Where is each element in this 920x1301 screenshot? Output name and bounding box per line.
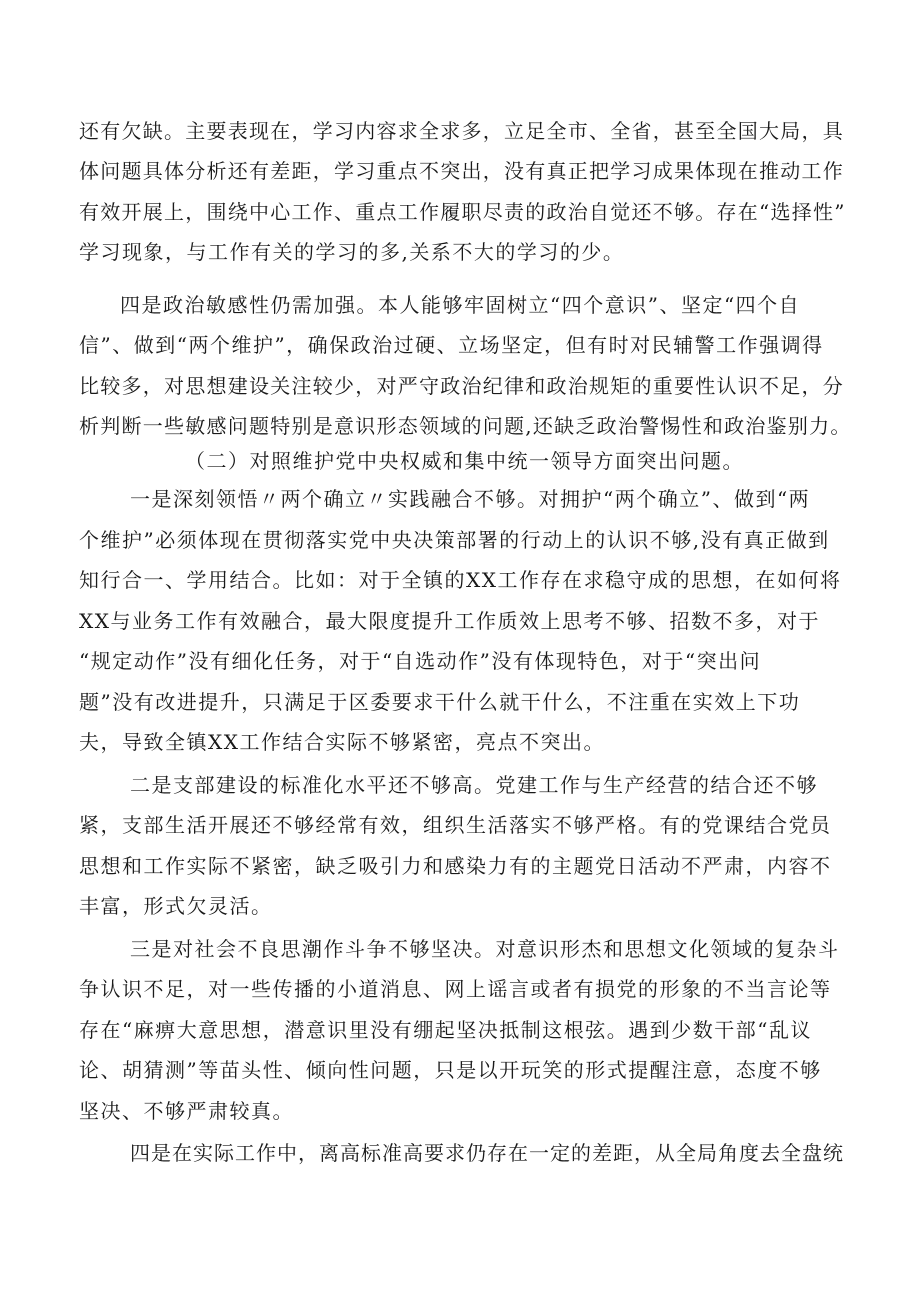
text-line: 争认识不足，对一些传播的小道消息、网上谣言或者有损党的形象的不当言论等 [79, 977, 832, 1001]
text-line: 知行合一、学用结合。比如：对于全镇的XX工作存在求稳守成的思想，在如何将 [79, 568, 842, 592]
text-line: 题”没有改进提升，只满足于区委要求干什么就干什么，不注重在实效上下功 [79, 690, 801, 714]
text-line: 论、胡猜测”等苗头性、倾向性问题，只是以开玩笑的形式提醒注意，态度不够 [79, 1058, 822, 1082]
text-line: “规定动作”没有细化任务，对于“自选动作”没有体现特色，对于“突出问 [79, 649, 762, 673]
text-line: 还有欠缺。主要表现在，学习内容求全求多，立足全市、全省，甚至全国大局，具 [79, 119, 844, 143]
text-line: 信”、做到“两个维护”，确保政治过硬、立场坚定，但有时对民辅警工作强调得 [79, 333, 824, 357]
text-line: 一是深刻领悟〃两个确立〃实践融合不够。对拥护“两个确立”、做到“两 [130, 487, 811, 511]
text-line: 三是对社会不良思潮作斗争不够坚决。对意识形杰和思想文化领域的复杂斗 [130, 937, 840, 961]
text-line: 紧，支部生活开展还不够经常有效，组织生活落实不够严格。有的党课结合党员 [79, 813, 832, 837]
text-line: 存在“麻痹大意思想，潜意识里没有绷起坚决抵制这根弦。遇到少数干部“乱议 [79, 1018, 812, 1042]
text-line: 四是在实际工作中，离高标准高要求仍存在一定的差距，从全局角度去全盘统 [130, 1141, 844, 1165]
text-line: 丰富，形式欠灵活。 [79, 894, 273, 918]
text-line: 个维护”必须体现在贯彻落实党中央决策部署的行动上的认识不够,没有真正做到 [79, 528, 830, 552]
text-line: 比较多，对思想建设关注较少，对严守政治纪律和政治规矩的重要性认识不足，分 [79, 374, 844, 398]
text-line: 体问题具体分析还有差距，学习重点不突出，没有真正把学习成果体现在推动工作 [79, 159, 844, 183]
text-line: XX与业务工作有效融合，最大限度提升工作质效上思考不够、招数不多，对于 [79, 609, 820, 633]
text-line: 有效开展上，围绕中心工作、重点工作履职尽责的政治自觉还不够。存在“选择性” [79, 200, 846, 224]
text-line: 夫，导致全镇XX工作结合实际不够紧密，亮点不突出。 [79, 730, 605, 754]
text-line: 二是支部建设的标准化水平还不够高。党建工作与生产经营的结合还不够 [130, 773, 818, 797]
text-line: 坚决、不够严肃较真。 [79, 1099, 294, 1123]
section-heading-text: （二）对照维护党中央权威和集中统一领导方面突出问题。 [185, 449, 744, 473]
text-line: 思想和工作实际不紧密，缺乏吸引力和感染力有的主题党日活动不严肃，内容不 [79, 854, 832, 878]
text-line: 四是政治敏感性仍需加强。本人能够牢固树立“四个意识”、坚定“四个自 [120, 293, 801, 317]
text-line: 析判断一些敏感问题特别是意识形态领域的问题,还缺乏政治警惕性和政治鉴别力。 [79, 414, 852, 438]
text-line: 学习现象，与工作有关的学习的多,关系不大的学习的少。 [79, 240, 625, 264]
